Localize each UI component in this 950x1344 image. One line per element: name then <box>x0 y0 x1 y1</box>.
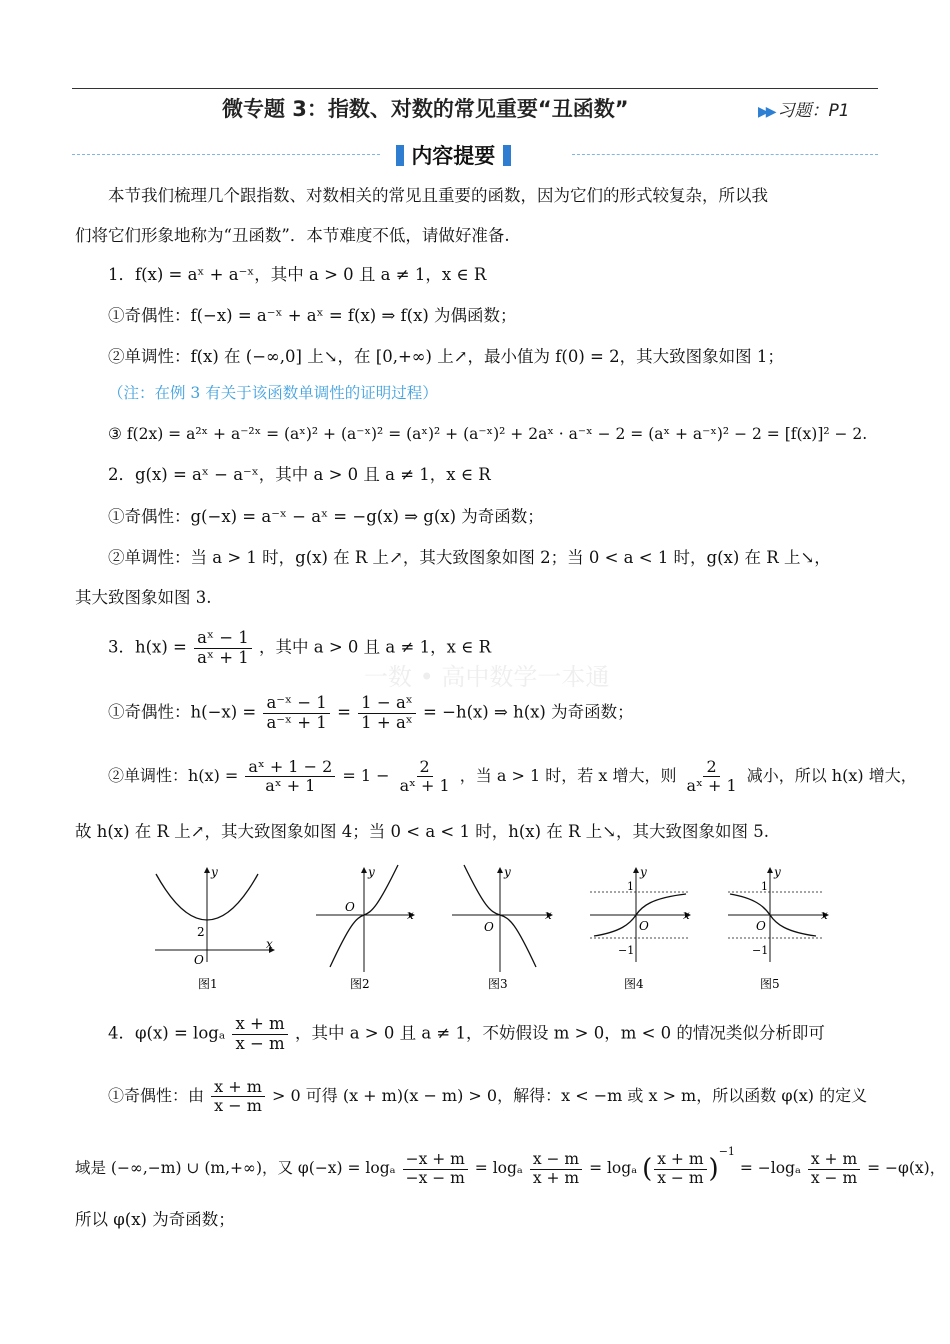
axis-y-label: y <box>504 865 511 879</box>
item-1-parity: ①奇偶性：f(−x) = a⁻ˣ + aˣ = f(x) ⇒ f(x) 为偶函数； <box>108 306 517 325</box>
item-3-parity: ①奇偶性：h(−x) = $\frac{\text{a⁻ˣ − 1}}{\text{a⁻ˣ + 1}}$ = $\frac{\text{1 − aˣ}}{\text{1 + aˣ}}$ = −h(x) ⇒ h(x) 为奇函数； <box>108 693 634 732</box>
origin-label: O <box>756 919 766 933</box>
item-1-definition: 1．f(x) = aˣ + a⁻ˣ，其中 a > 0 且 a ≠ 1，x ∈ R <box>108 265 487 284</box>
item-1-identity: ③ f(2x) = a²ˣ + a⁻²ˣ = (aˣ)² + (a⁻ˣ)² = (aˣ)² + (a⁻ˣ)² + 2aˣ · a⁻ˣ − 2 = (aˣ + a⁻ˣ)² − 2 = [f(x)]² − 2. <box>108 425 868 443</box>
section-heading <box>396 140 511 170</box>
header-rule <box>72 88 878 89</box>
axis-y-label: y <box>774 865 781 879</box>
section-title: 内容提要 <box>411 144 496 168</box>
figure-2 <box>312 862 422 1001</box>
axis-x-label: x <box>545 908 552 922</box>
figure-caption: 图1 <box>198 977 218 991</box>
exercise-link[interactable] <box>758 96 850 121</box>
figure-caption: 图2 <box>350 977 370 991</box>
figure-4 <box>586 862 696 1001</box>
section-bar-left <box>396 145 404 166</box>
item-3-monotonicity-cont: 故 h(x) 在 R 上↗，其大致图象如图 4；当 0 < a < 1 时，h(x) 在 R 上↘，其大致图象如图 5. <box>75 822 770 841</box>
figure-caption: 图4 <box>624 977 644 991</box>
item-4-conclusion: 所以 φ(x) 为奇函数； <box>75 1210 235 1229</box>
min-value-label: 2 <box>197 925 205 939</box>
figure-caption: 图3 <box>488 977 508 991</box>
item-2-parity: ①奇偶性：g(−x) = a⁻ˣ − aˣ = −g(x) ⇒ g(x) 为奇函数； <box>108 507 544 526</box>
item-4-domain: 域是 (−∞,−m) ∪ (m,+∞)，又 φ(−x) = logₐ $\frac{-x + m}{-x - m}$ = logₐ $\frac{x - m}{x + m}$ = logₐ ( $\frac{x + m}{x - m}$ )$^{-1}$ = −logₐ $\frac{x + m}{x - m}$ = −φ(x)， <box>75 1145 946 1187</box>
section-divider-left <box>72 154 380 155</box>
axis-y-label: y <box>640 865 647 879</box>
item-2-monotonicity-cont: 其大致图象如图 3. <box>75 588 212 607</box>
origin-label: O <box>484 920 494 934</box>
origin-label: O <box>194 953 204 967</box>
exercise-link-label: 习题：P1 <box>777 101 850 121</box>
intro-line-2: 们将它们形象地称为“丑函数”．本节难度不低，请做好准备. <box>75 226 510 245</box>
watermark: 一数 • 高中数学一本通 <box>364 663 610 691</box>
item-2-monotonicity: ②单调性：当 a > 1 时，g(x) 在 R 上↗，其大致图象如图 2；当 0 < a < 1 时，g(x) 在 R 上↘， <box>108 548 831 567</box>
item-3-definition: 3．h(x) = $\frac{\text{aˣ − 1}}{\text{aˣ + 1}}$ ，其中 a > 0 且 a ≠ 1，x ∈ R <box>108 628 491 667</box>
origin-label: O <box>345 900 355 914</box>
axis-x-label: x <box>407 908 414 922</box>
double-arrow-icon: ▶▶ <box>758 104 774 120</box>
axis-x-label: x <box>683 908 690 922</box>
item-3-monotonicity: ②单调性：h(x) = $\frac{\text{aˣ + 1 − 2}}{\text{aˣ + 1}}$ = 1 − $\frac{2}{\text{aˣ + 1}}$ ，当 a > 1 时，若 x 增大，则 $\frac{2}{\text{aˣ + 1}}$ 减小，所以 h(x) 增大， <box>108 757 917 795</box>
axis-x-label: x <box>821 908 828 922</box>
section-bar-right <box>503 145 511 166</box>
item-4-definition: 4．φ(x) = logₐ $\frac{x + m}{x - m}$ ，其中 a > 0 且 a ≠ 1，不妨假设 m > 0，m < 0 的情况类似分析即可 <box>108 1014 825 1053</box>
axis-x-label: x <box>266 937 273 951</box>
item-1-note: （注：在例 3 有关于该函数单调性的证明过程） <box>108 384 438 402</box>
asymptote-bottom-label: −1 <box>752 944 769 957</box>
item-2-definition: 2．g(x) = aˣ − a⁻ˣ，其中 a > 0 且 a ≠ 1，x ∈ R <box>108 465 491 484</box>
item-4-parity: ①奇偶性：由 $\frac{x + m}{x - m}$ > 0 可得 (x + m)(x − m) > 0，解得：x < −m 或 x > m，所以函数 φ(x) 的定义 <box>108 1077 868 1115</box>
figure-1 <box>150 862 280 1001</box>
axis-y-label: y <box>368 865 375 879</box>
figure-3 <box>448 862 558 1001</box>
asymptote-top-label: 1 <box>627 880 634 893</box>
origin-label: O <box>639 919 649 933</box>
figure-5 <box>724 862 834 1001</box>
page-title: 微专题 3：指数、对数的常见重要“丑函数” <box>222 97 629 121</box>
section-divider-right <box>572 154 878 155</box>
item-1-monotonicity: ②单调性：f(x) 在 (−∞,0] 上↘，在 [0,+∞) 上↗，最小值为 f(0) = 2，其大致图象如图 1； <box>108 347 784 366</box>
intro-line-1: 本节我们梳理几个跟指数、对数相关的常见且重要的函数，因为它们的形式较复杂，所以我 <box>108 186 768 205</box>
asymptote-top-label: 1 <box>761 880 768 893</box>
figure-caption: 图5 <box>760 977 780 991</box>
asymptote-bottom-label: −1 <box>618 944 635 957</box>
axis-y-label: y <box>211 865 218 879</box>
